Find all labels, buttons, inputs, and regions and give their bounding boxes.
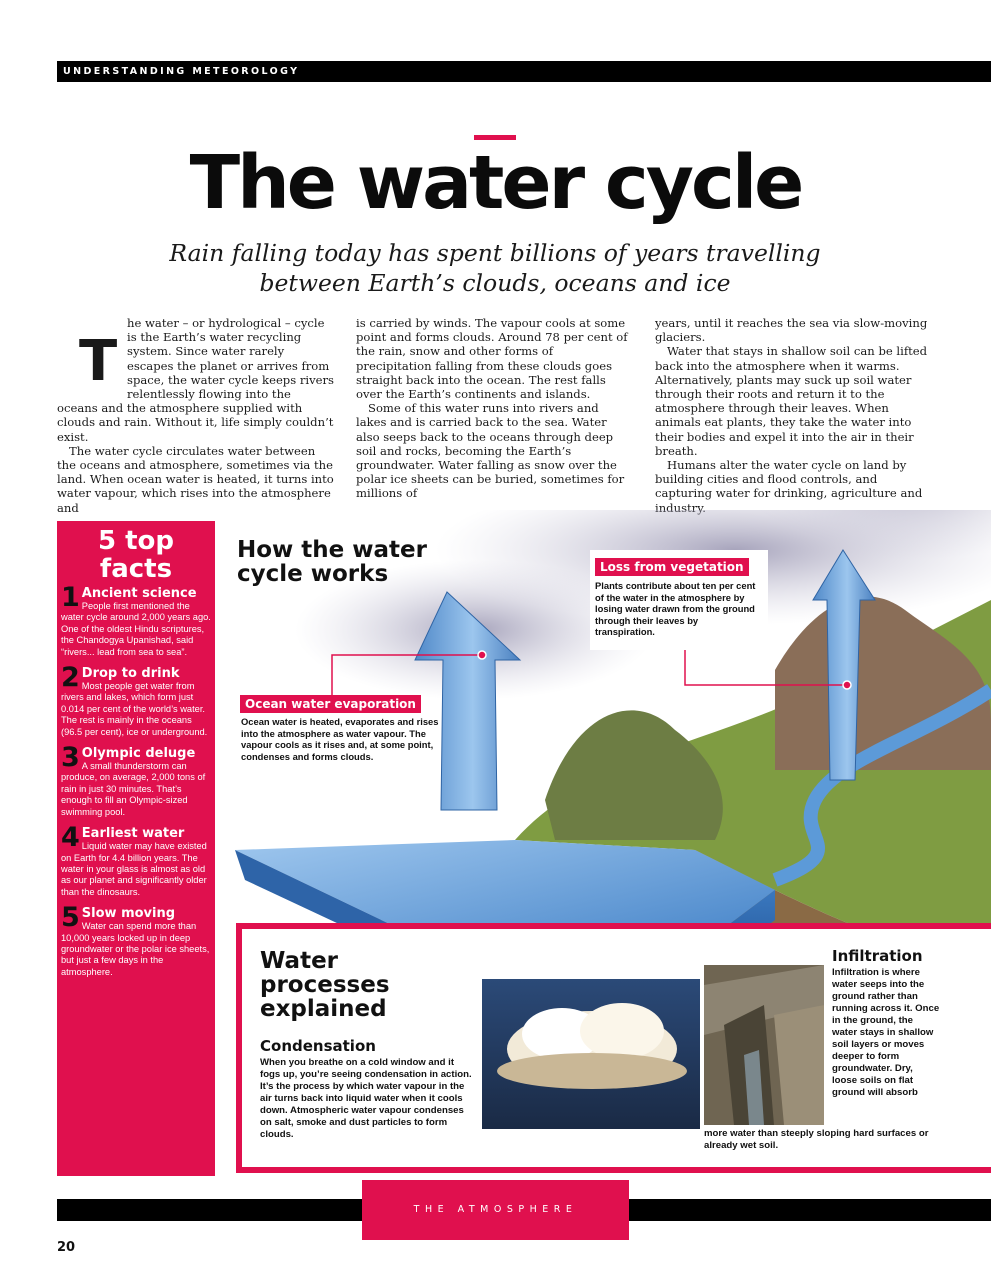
top-facts-box	[57, 521, 215, 1176]
fact-item	[61, 582, 211, 658]
intro-paragraph: years, until it reaches the sea via slow-moving glaciers.	[655, 316, 928, 345]
intro-column-1	[57, 316, 334, 515]
diagram-heading	[237, 538, 427, 586]
fact-item	[61, 822, 211, 898]
processes-heading-line: explained	[260, 996, 387, 1022]
intro-column-3	[655, 316, 937, 515]
intro-paragraph: he water – or hydrological – cycle is the Earth’s water recycling system. Since water rarely escapes the planet or arrives from space, the water cycle keeps rivers relentlessly flowing into the oceans and the atmosphere supplied with clouds and rain. Without it, life simply couldn’t exist.	[57, 316, 335, 444]
subtitle-line-1: Rain falling today has spent billions of years travelling	[169, 239, 821, 267]
infiltration-heading: Infiltration	[832, 947, 923, 965]
header-bar	[57, 61, 991, 82]
fact-heading: Earliest water	[81, 826, 185, 842]
fact-item	[61, 662, 211, 738]
evaporation-text: Ocean water is heated, evaporates and rises into the atmosphere as water vapour. The vapour cools as it rises and, at some point, condenses and forms clouds.	[241, 716, 439, 762]
evaporation-label: Ocean water evaporation	[240, 695, 421, 713]
processes-panel	[236, 923, 991, 1173]
facts-title-line: facts	[99, 554, 173, 584]
condensation-heading: Condensation	[260, 1037, 376, 1055]
processes-heading-line: processes	[260, 972, 390, 998]
intro-column-2	[356, 316, 632, 501]
page-title: The water cycle	[189, 140, 802, 226]
page-subtitle	[150, 238, 840, 298]
intro-paragraph: Humans alter the water cycle on land by building cities and flood controls, and capturing water for drinking, agriculture and industry.	[655, 458, 923, 515]
facts-title-line: 5 top	[97, 526, 175, 556]
fact-body: Liquid water may have existed on Earth for 4.4 billion years. The water in your glass is almost as old as our planet and significantly older than the dinosaurs.	[61, 841, 207, 897]
fact-heading: Slow moving	[81, 906, 176, 922]
footer-section-label: THE ATMOSPHERE	[362, 1180, 629, 1240]
fact-number: 1	[61, 582, 80, 613]
fact-heading: Drop to drink	[81, 666, 180, 682]
vegetation-label: Loss from vegetation	[595, 558, 749, 576]
fact-body: Water can spend more than 10,000 years locked up in deep groundwater or the polar ice sheets, but just a few days in the atmosphere.	[61, 921, 210, 977]
processes-heading-line: Water	[260, 948, 339, 974]
dropcap: T	[79, 329, 118, 394]
page-number: 20	[57, 1240, 76, 1255]
fact-body: A small thunderstorm can produce, on average, 2,000 tons of rain in just 30 minutes. That’s enough to fill an Olympic-sized swimming pool.	[61, 761, 206, 817]
infiltration-text: Infiltration is where water seeps into the ground rather than running across it. Once in the ground, the water stays in shallow soil layers or moves deeper to form groundwater. Dry, loose soils on flat ground will absorb	[832, 967, 940, 1098]
fact-number: 3	[61, 742, 80, 774]
facts-title	[61, 527, 211, 583]
intro-paragraph: Water that stays in shallow soil can be lifted back into the atmosphere when it warms. Alternatively, plants may suck up soil water through their roots and return it to the atmosphere through their leaves. When animals eat plants, they take the water into their bodies and expel it into the air in their breath.	[655, 344, 928, 458]
section-label: UNDERSTANDING METEOROLOGY	[63, 66, 300, 77]
fact-item	[61, 902, 211, 978]
condensation-cloud-photo	[482, 979, 700, 1129]
condensation-text: When you breathe on a cold window and it fogs up, you’re seeing condensation in action. It’s the process by which water vapour in the air turns back into liquid water when it cools down. Atmospheric water vapour condenses on salt, smoke and dust particles to form clouds.	[260, 1057, 472, 1140]
subtitle-line-2: between Earth’s clouds, oceans and ice	[259, 269, 731, 297]
diagram-heading-line: How the water	[237, 537, 427, 563]
fact-body: People first mentioned the water cycle around 2,000 years ago. One of the oldest Hindu scriptures, the Chandogya Upanishad, said “rivers... lead from sea to sea”.	[61, 601, 211, 657]
processes-heading	[260, 949, 390, 1021]
mountain	[545, 710, 723, 840]
fact-heading: Olympic deluge	[81, 746, 196, 762]
intro-paragraph: Some of this water runs into rivers and lakes and is carried back to the sea. Water also seeps back to the oceans through deep soil and rocks, becoming the Earth’s groundwater. Water falling as snow over the polar ice sheets can be buried, sometimes for millions of	[356, 401, 625, 501]
infiltration-photo	[704, 965, 824, 1125]
fact-number: 4	[61, 822, 80, 854]
diagram-heading-line: cycle works	[237, 561, 389, 587]
leader-dot	[478, 651, 486, 659]
vegetation-text: Plants contribute about ten per cent of the water in the atmosphere by losing water drawn from the ground through their leaves by transpiration.	[595, 580, 756, 638]
intro-paragraph: is carried by winds. The vapour cools at some point and forms clouds. Around 78 per cent of the rain, snow and other forms of precipitation falling from these clouds goes straight back into the ocean. The rest falls over the Earth’s continents and islands.	[356, 316, 628, 402]
intro-paragraph: The water cycle circulates water between the oceans and atmosphere, sometimes via the land. When ocean water is heated, it turns into water vapour, which rises into the atmosphere and	[57, 443, 334, 515]
fact-body: Most people get water from rivers and lakes, which form just 0.014 per cent of the world’s water. The rest is mainly in the oceans (96.5 per cent), ice or underground.	[61, 681, 208, 737]
infiltration-text-continued: more water than steeply sloping hard surfaces or already wet soil.	[704, 1128, 929, 1151]
leader-dot	[843, 681, 851, 689]
fact-number: 5	[61, 902, 80, 934]
fact-item	[61, 742, 211, 818]
fact-number: 2	[61, 662, 80, 694]
fact-heading: Ancient science	[81, 586, 197, 601]
